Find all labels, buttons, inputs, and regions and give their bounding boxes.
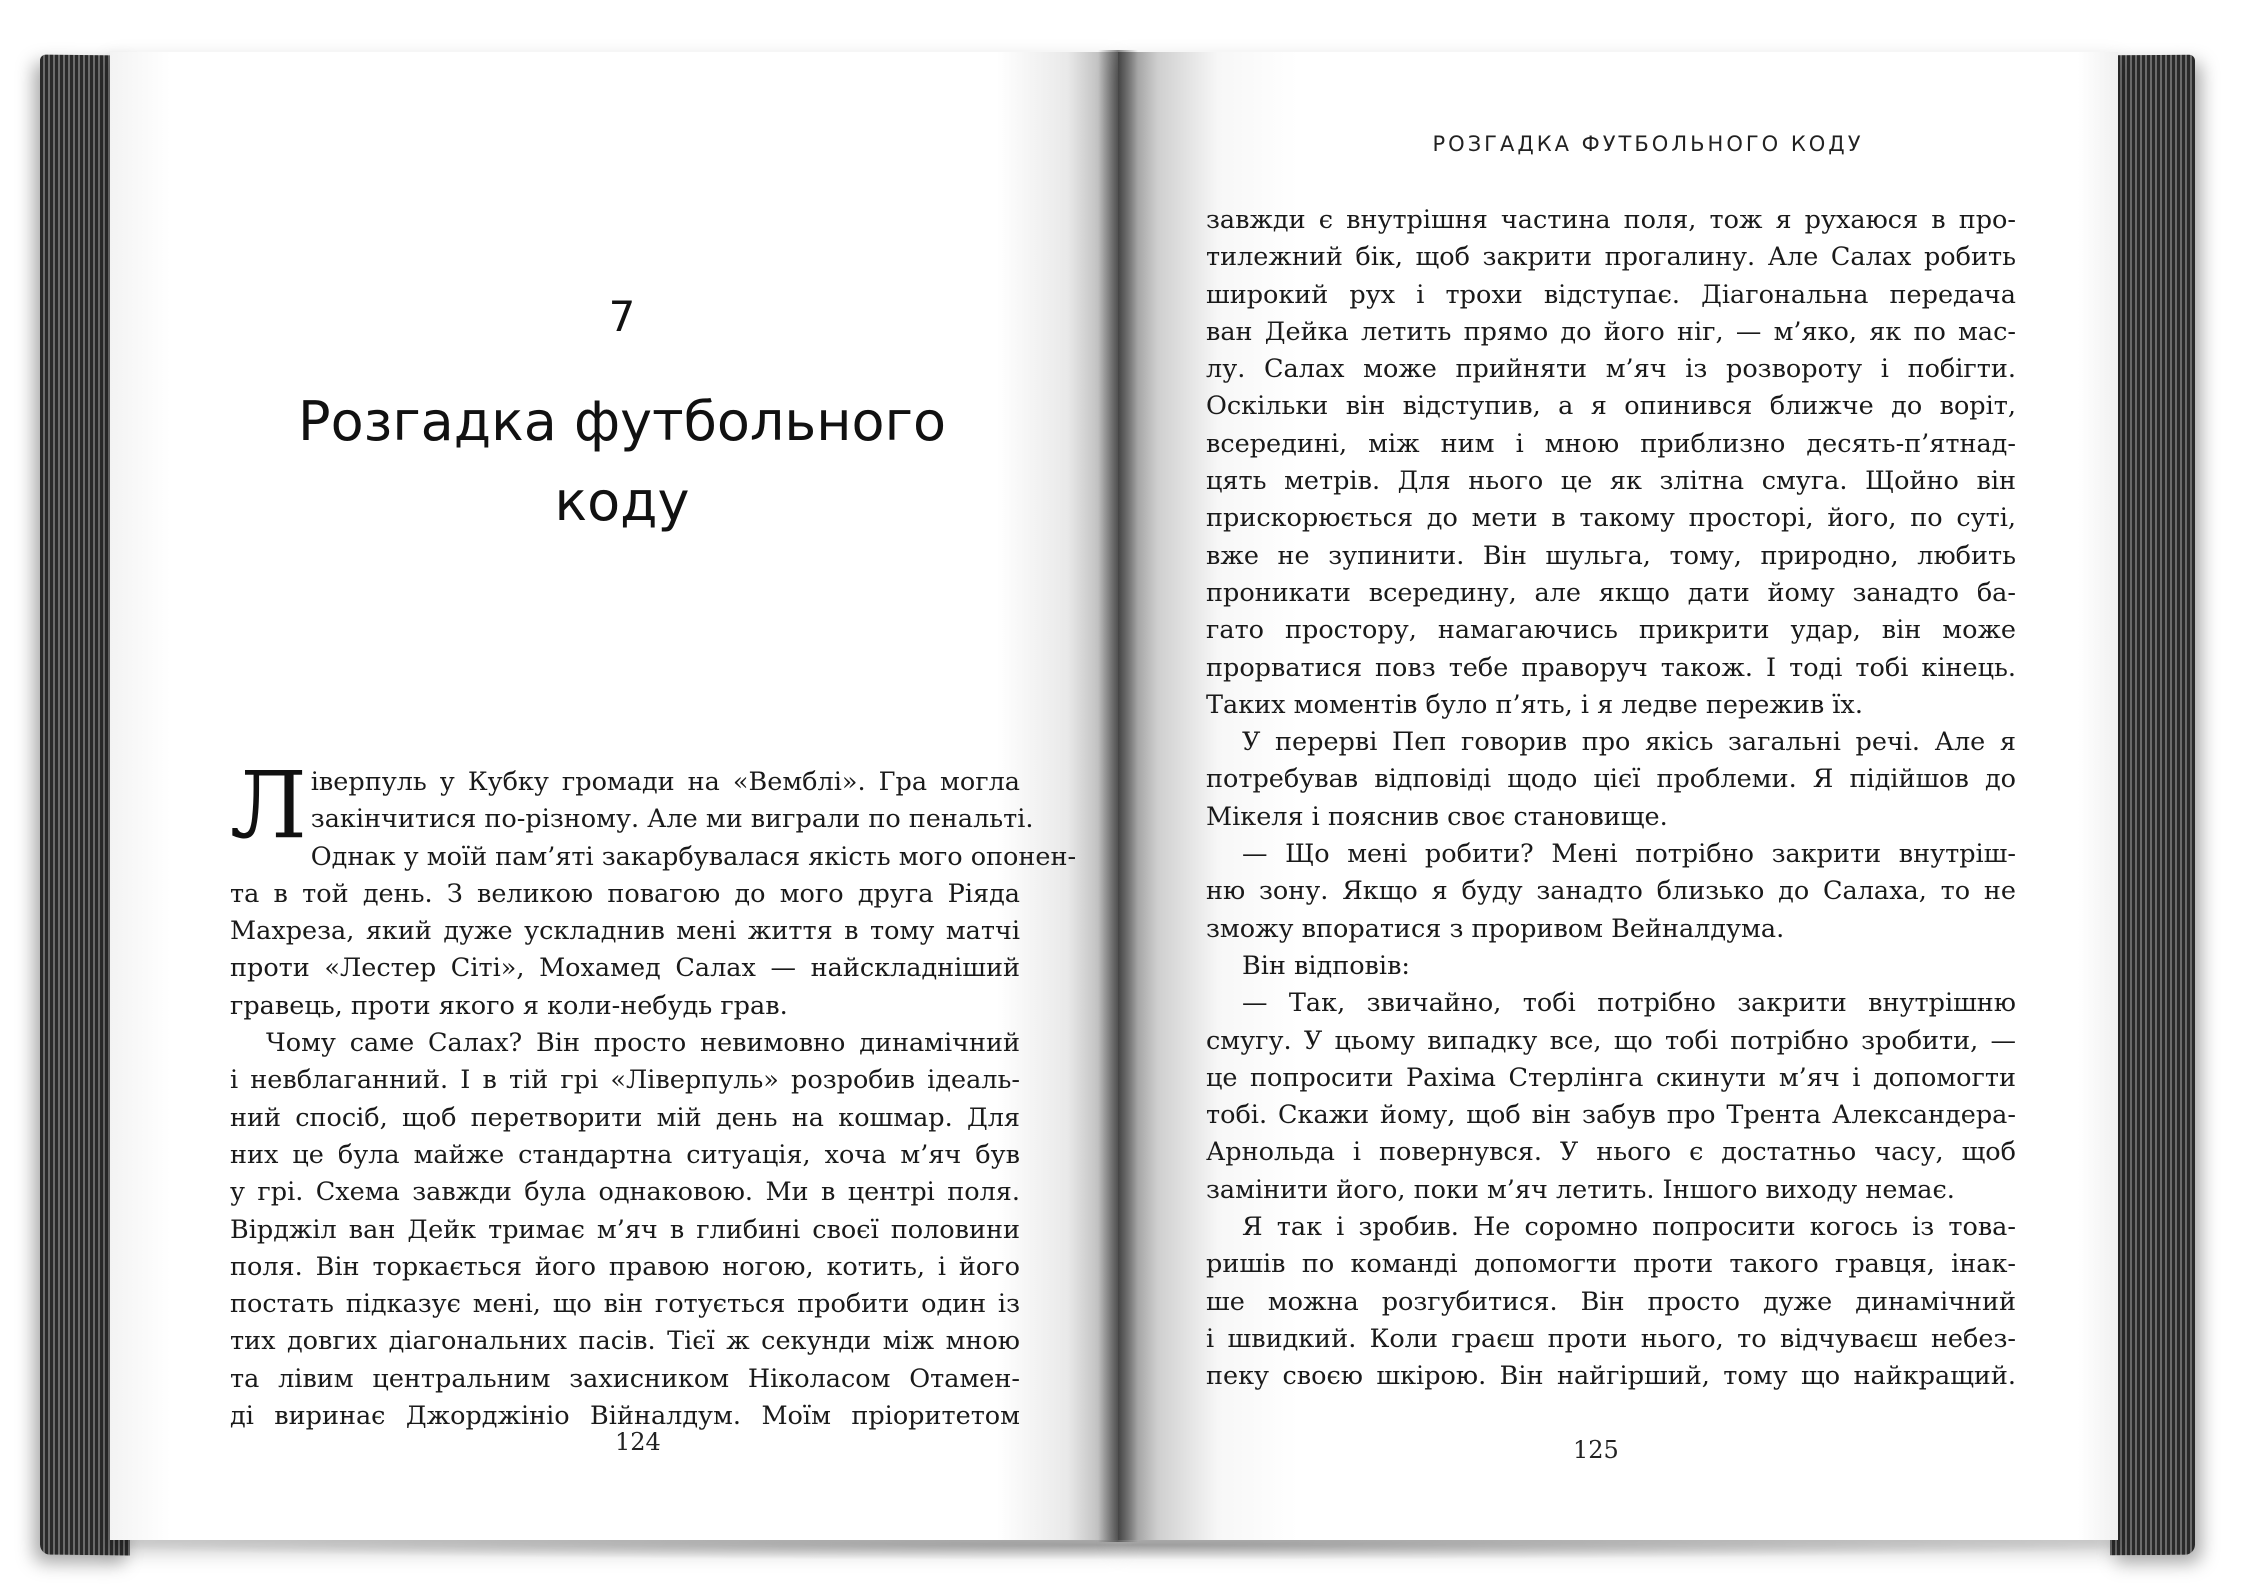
chapter-title <box>212 382 1032 542</box>
book-gutter <box>1098 50 1138 1542</box>
text-line: ришів по команді допомогти проти такого гравця, інак- <box>1206 1249 2016 1280</box>
text-line: Я так і зробив. Не соромно попросити когось із това- <box>1242 1212 2016 1243</box>
text-line: цять метрів. Для нього це як злітна смуга. Щойно він <box>1206 466 2016 497</box>
text-line: них це була майже стандартна ситуація, хоча м’яч був <box>230 1139 1020 1170</box>
chapter-title-line-1: Розгадка футбольного <box>298 390 946 453</box>
text-line: ван Дейка летить прямо до його ніг, — м’яко, як по мас- <box>1206 316 2016 347</box>
text-line: У перерві Пеп говорив про якісь загальні речі. Але я <box>1242 727 2016 758</box>
text-line: і швидкий. Коли граєш проти нього, то відчуваєш небез- <box>1206 1323 2016 1354</box>
text-line: всередині, між ним і мною приблизно десять-п’ятнад- <box>1206 428 2016 459</box>
text-line: лу. Салах може прийняти м’яч із розвороту і побігти. <box>1206 354 2016 385</box>
text-line: проникати всередину, але якщо дати йому занадто ба- <box>1206 577 2016 608</box>
text-line: Махреза, який дуже ускладнив мені життя в тому матчі <box>230 916 1020 947</box>
right-page <box>1118 52 2118 1540</box>
text-line: завжди є внутрішня частина поля, тож я рухаюся в про- <box>1206 205 2016 235</box>
text-line: пеку своєю шкірою. Він найгірший, тому що найкращий. <box>1206 1361 2016 1392</box>
text-line: і невблаганний. І в тій грі «Ліверпуль» розробив ідеаль- <box>230 1065 1020 1096</box>
text-line: Вірджіл ван Дейк тримає м’яч в глибині своєї половини <box>230 1214 1020 1245</box>
text-line: широкий рух і трохи відступає. Діагональна передача <box>1206 279 2016 310</box>
right-page-edges <box>2110 55 2195 1556</box>
page-number-right: 125 <box>1573 1436 1619 1464</box>
text-line: гато простору, намагаючись прикрити удар, він може <box>1206 615 2016 646</box>
text-line: — Так, звичайно, тобі потрібно закрити внутрішню <box>1242 988 2016 1019</box>
text-line: Мікеля і пояснив своє становище. <box>1206 801 1668 832</box>
text-line: потребував відповіді щодо цієї проблеми. Я підійшов до <box>1206 764 2016 795</box>
right-page-body <box>1206 202 2016 1396</box>
text-line: Таких моментів було п’ять, і я ледве пережив їх. <box>1206 689 1863 720</box>
text-line: зможу впоратися з проривом Вейналдума. <box>1206 913 1785 944</box>
text-line: іверпуль у Кубку громади на «Вемблі». Гра могла <box>310 767 1020 797</box>
text-line: гравець, проти якого я коли-небудь грав. <box>230 990 788 1021</box>
text-line: у грі. Схема завжди була однаковою. Ми в центрі поля. <box>230 1177 1020 1208</box>
left-page-body <box>230 752 1077 1435</box>
text-line: поля. Він торкається його правою ногою, котить, і його <box>230 1251 1020 1282</box>
text-line: ді виринає Джорджініо Війналдум. Моїм пріоритетом <box>230 1401 1020 1432</box>
text-line: — Що мені робити? Мені потрібно закрити внутріш- <box>1242 839 2016 870</box>
text-line: ше можна розгубитися. Він просто дуже динамічний <box>1206 1286 2016 1317</box>
text-line: смугу. У цьому випадку все, що тобі потрібно зробити, — <box>1206 1025 2016 1056</box>
chapter-number: 7 <box>608 292 636 341</box>
running-head: РОЗГАДКА ФУТБОЛЬНОГО КОДУ <box>1432 132 1864 156</box>
text-line: Однак у моїй пам’яті закарбувалася якість мого опонен- <box>310 841 1077 872</box>
text-line: та лівим центральним захисником Ніколасом Отамен- <box>230 1363 1020 1394</box>
text-line: тих довгих діагональних пасів. Тієї ж секунди між мною <box>230 1326 1020 1357</box>
drop-cap: Л <box>230 752 307 859</box>
text-line: Арнольда і повернувся. У нього є достатньо часу, щоб <box>1206 1137 2016 1168</box>
text-line: проти «Лестер Сіті», Мохамед Салах — найскладніший <box>230 953 1020 984</box>
text-line: вже не зупинити. Він шульга, тому, природно, любить <box>1206 540 2016 571</box>
text-line: тобі. Скажи йому, щоб він забув про Трента Александера- <box>1206 1100 2016 1131</box>
text-line: прискорюється до мети в такому просторі, його, по суті, <box>1206 503 2016 534</box>
text-line: прорватися повз тебе праворуч також. І тоді тобі кінець. <box>1206 652 2016 683</box>
chapter-title-line-2: коду <box>554 470 690 533</box>
text-line: замінити його, поки м’яч летить. Іншого виходу немає. <box>1206 1174 1955 1205</box>
text-line: ний спосіб, щоб перетворити мій день на кошмар. Для <box>230 1102 1020 1133</box>
left-page <box>110 52 1118 1540</box>
text-line: це попросити Рахіма Стерлінга скинути м’яч і допомогти <box>1206 1062 2016 1093</box>
text-line: та в той день. З великою повагою до мого друга Ріяда <box>230 878 1020 909</box>
text-line: Оскільки він відступив, а я опинився ближче до воріт, <box>1206 391 2016 422</box>
text-line: закінчитися по-різному. Але ми виграли по пенальті. <box>310 804 1034 835</box>
text-line: тилежний бік, щоб закрити прогалину. Але Салах робить <box>1206 242 2016 273</box>
text-line: ню зону. Якщо я буду занадто близько до Салаха, то не <box>1206 876 2016 907</box>
text-line: Він відповів: <box>1242 950 1411 981</box>
text-line: постать підказує мені, що він готується пробити один із <box>230 1289 1020 1320</box>
page-number-left: 124 <box>615 1428 661 1456</box>
text-line: Чому саме Салах? Він просто невимовно динамічний <box>266 1028 1020 1059</box>
